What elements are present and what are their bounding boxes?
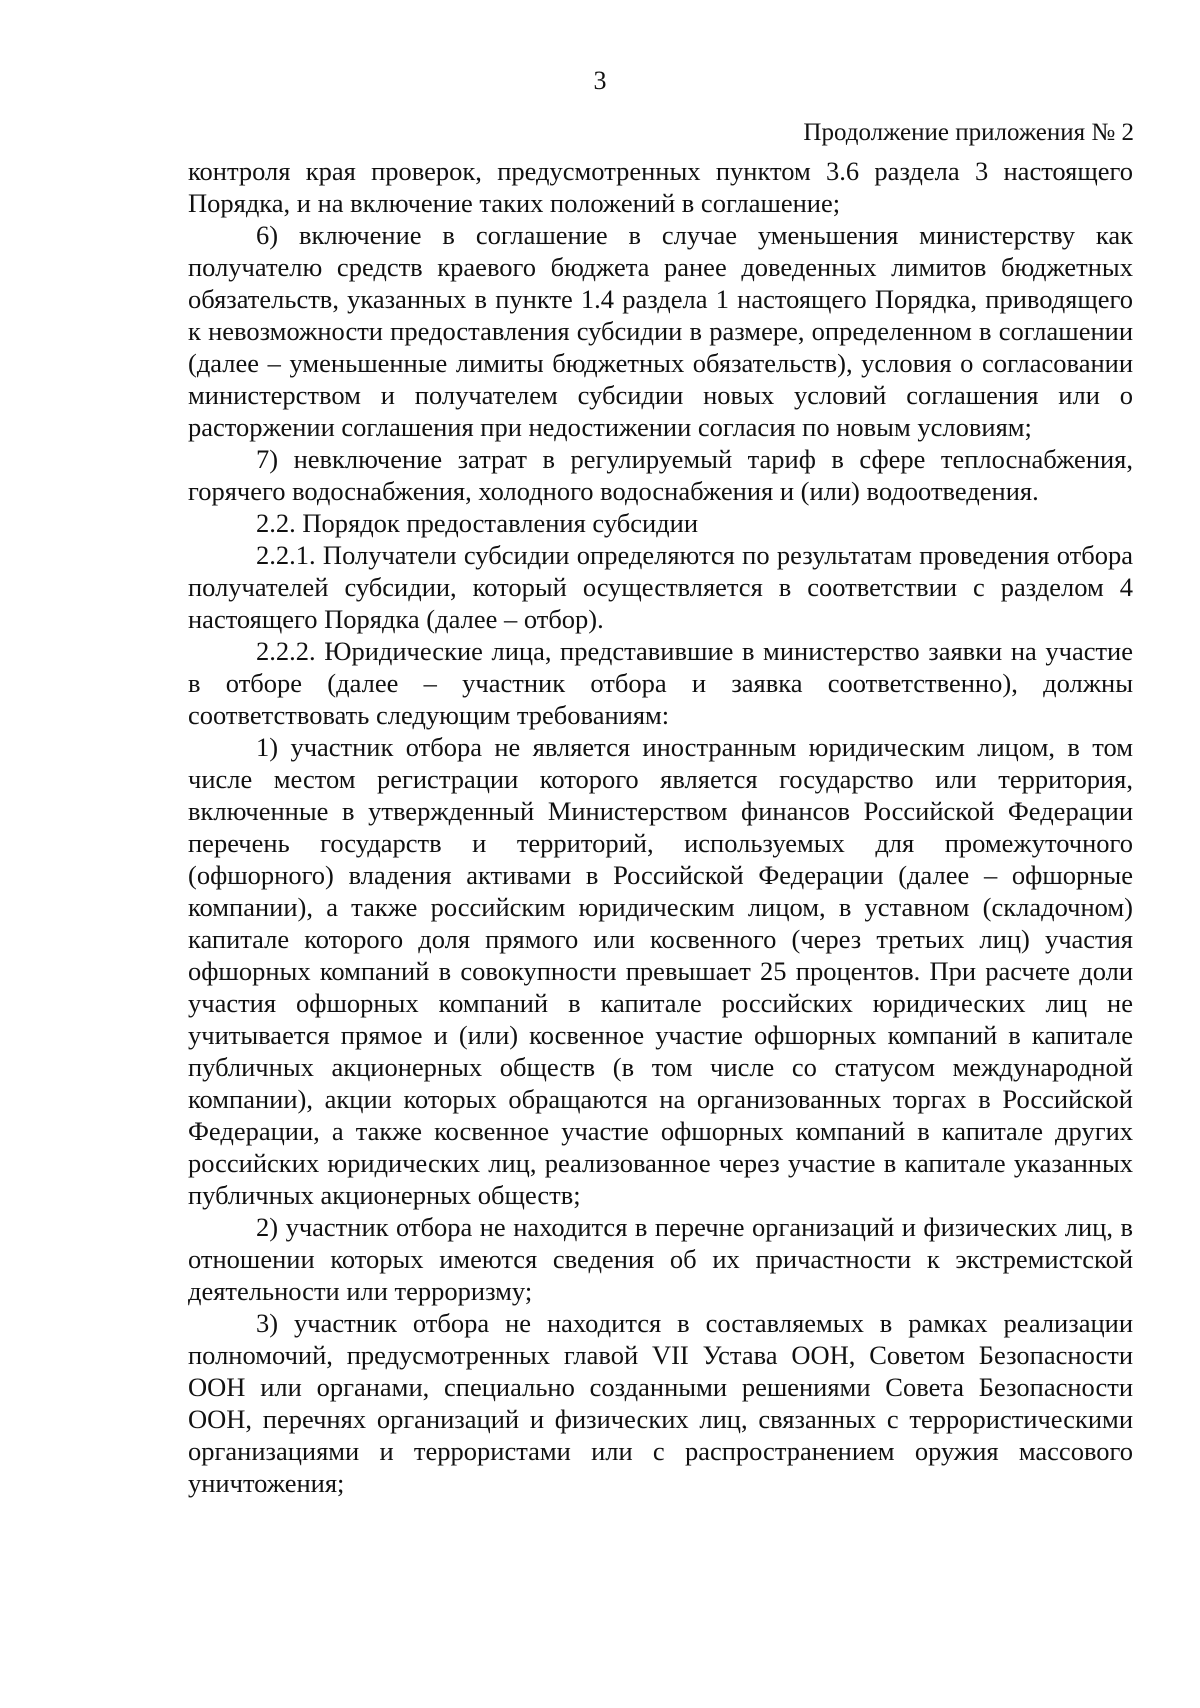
page-number: 3 (593, 66, 607, 95)
requirement-item-3: 3) участник отбора не находится в составляемых в рамках реализации полномочий, предусмотренных главой VII Устава ООН, Советом Безопасности ООН или органами, специально созданными решениями Совета Безопасности ООН, перечнях организаций и физических лиц, связанных с террористическими организациями и террористами или с распространением оружия массового уничтожения; (188, 1308, 1133, 1498)
paragraph-2-2-1: 2.2.1. Получатели субсидии определяются по результатам проведения отбора получателей субсидии, который осуществляется в соответствии с разделом 4 настоящего Порядка (далее – отбор). (188, 540, 1133, 634)
paragraph-continuation: контроля края проверок, предусмотренных пунктом 3.6 раздела 3 настоящего Порядка, и на включение таких положений в соглашение; (188, 156, 1133, 218)
requirement-item-2: 2) участник отбора не находится в перечне организаций и физических лиц, в отношении которых имеются сведения об их причастности к экстремистской деятельности или терроризму; (188, 1212, 1133, 1306)
paragraph-item-7: 7) невключение затрат в регулируемый тариф в сфере теплоснабжения, горячего водоснабжения, холодного водоснабжения и (или) водоотведения. (188, 444, 1133, 506)
document-body (188, 155, 1133, 1499)
requirement-item-1: 1) участник отбора не является иностранным юридическим лицом, в том числе местом регистрации которого является государство или территория, включенные в утвержденный Министерством финансов Российской Федерации перечень государств и территорий, используемых для промежуточного (офшорного) владения активами в Российской Федерации (далее – офшорные компании), а также российским юридическим лицом, в уставном (складочном) капитале которого доля прямого или косвенного (через третьих лиц) участия офшорных компаний в совокупности превышает 25 процентов. При расчете доли участия офшорных компаний в капитале российских юридических лиц не учитывается прямое и (или) косвенное участие офшорных компаний в капитале публичных акционерных обществ (в том числе со статусом международной компании), акции которых обращаются на организованных торгах в Российской Федерации, а также косвенное участие офшорных компаний в капитале других российских юридических лиц, реализованное через участие в капитале указанных публичных акционерных обществ; (188, 732, 1133, 1210)
section-heading-2-2: 2.2. Порядок предоставления субсидии (256, 508, 699, 538)
running-head: Продолжение приложения № 2 (803, 119, 1134, 146)
paragraph-2-2-2: 2.2.2. Юридические лица, представившие в министерство заявки на участие в отборе (далее – участник отбора и заявка соответственно), должны соответствовать следующим требованиям: (188, 636, 1133, 730)
paragraph-item-6: 6) включение в соглашение в случае уменьшения министерству как получателю средств краевого бюджета ранее доведенных лимитов бюджетных обязательств, указанных в пункте 1.4 раздела 1 настоящего Порядка, приводящего к невозможности предоставления субсидии в размере, определенном в соглашении (далее – уменьшенные лимиты бюджетных обязательств), условия о согласовании министерством и получателем субсидии новых условий соглашения или о расторжении соглашения при недостижении согласия по новым условиям; (188, 220, 1133, 442)
